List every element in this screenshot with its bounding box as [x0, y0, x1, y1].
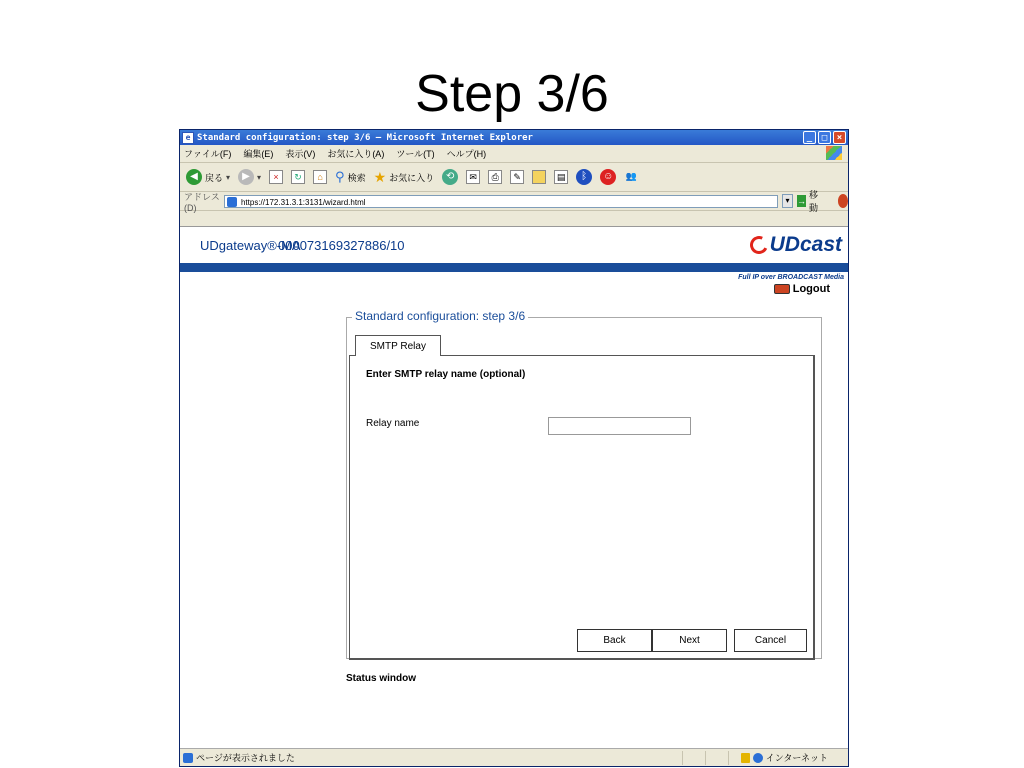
page-header — [180, 227, 848, 263]
logout-button[interactable] — [774, 283, 830, 295]
search-icon: ⚲ — [335, 169, 345, 184]
tagline: Full IP over BROADCAST Media — [738, 274, 844, 281]
page-content — [180, 226, 848, 752]
print-icon[interactable]: ⎙ — [488, 170, 502, 184]
forward-arrow-icon: ▶ — [238, 169, 254, 185]
menu-edit[interactable]: 編集(E) — [243, 149, 274, 159]
history-icon[interactable]: ⟲ — [442, 169, 458, 185]
star-icon: ★ — [373, 168, 387, 185]
back-wizard-button[interactable]: Back — [577, 629, 652, 652]
page-icon — [227, 197, 237, 207]
pdf-icon[interactable] — [838, 194, 848, 208]
lock-icon — [741, 753, 750, 763]
menu-view[interactable]: 表示(V) — [285, 149, 316, 159]
security-zone — [728, 751, 848, 765]
maximize-icon[interactable]: □ — [818, 131, 831, 144]
go-arrow-icon: → — [796, 196, 806, 206]
menu-bar — [180, 145, 848, 163]
zone-text: インターネット — [765, 753, 828, 763]
udcast-ring-icon — [747, 233, 770, 256]
tab-panel — [349, 355, 815, 660]
menu-help[interactable]: ヘルプ(H) — [446, 149, 487, 159]
panel-heading: Enter SMTP relay name (optional) — [366, 369, 526, 380]
relay-name-label: Relay name — [366, 418, 420, 429]
messenger-icon[interactable]: ☺ — [600, 169, 616, 185]
status-cell — [705, 751, 728, 765]
product-name: UDgateway®-MA — [200, 238, 301, 253]
wizard-fieldset — [346, 309, 822, 659]
logo-text: UDcast — [769, 233, 842, 256]
stop-icon[interactable]: × — [269, 170, 283, 184]
users-icon[interactable]: 👥 — [625, 171, 637, 181]
menu-tools[interactable]: ツール(T) — [396, 149, 435, 159]
forward-button[interactable] — [238, 169, 261, 185]
menu-file[interactable]: ファイル(F) — [184, 149, 232, 159]
back-button[interactable] — [186, 169, 230, 185]
back-dropdown-icon[interactable]: ▾ — [226, 172, 231, 182]
status-window-label: Status window — [346, 673, 416, 684]
ie-icon: e — [182, 132, 194, 144]
relay-name-input[interactable] — [548, 417, 691, 435]
menu-favorites[interactable]: お気に入り(A) — [327, 149, 385, 159]
mail-icon[interactable]: ✉ — [466, 170, 480, 184]
header-band — [180, 263, 848, 272]
windows-logo-icon — [826, 146, 842, 160]
address-input[interactable] — [224, 195, 778, 208]
folder-icon[interactable] — [532, 170, 546, 184]
status-text: ページが表示されました — [196, 753, 295, 763]
cancel-button[interactable]: Cancel — [734, 629, 807, 652]
home-icon[interactable]: ⌂ — [313, 170, 327, 184]
status-page-icon — [183, 753, 193, 763]
slide-title: Step 3/6 — [415, 65, 609, 123]
research-icon[interactable]: ▤ — [554, 170, 568, 184]
bluetooth-icon[interactable]: ᛒ — [576, 169, 592, 185]
status-cell — [682, 751, 705, 765]
address-url: https://172.31.3.1:3131/wizard.html — [240, 197, 366, 207]
search-label: 検索 — [347, 172, 366, 183]
product-serial: 000073169327886/10 — [278, 238, 405, 253]
favorites-label: お気に入り — [389, 172, 435, 183]
window-titlebar[interactable] — [180, 130, 848, 145]
logout-label: Logout — [792, 283, 830, 295]
logout-icon — [774, 284, 790, 294]
close-icon[interactable]: × — [833, 131, 846, 144]
address-label: アドレス(D) — [184, 191, 220, 213]
wizard-title: Standard configuration: step 3/6 — [352, 309, 528, 323]
globe-icon — [753, 753, 763, 763]
toolbar — [180, 163, 848, 192]
favorites-button[interactable] — [374, 169, 435, 186]
address-dropdown-icon[interactable]: ▾ — [782, 194, 793, 208]
status-bar — [180, 748, 848, 766]
go-button[interactable] — [797, 188, 822, 214]
forward-dropdown-icon[interactable]: ▾ — [257, 172, 262, 182]
browser-window — [179, 129, 849, 767]
search-button[interactable] — [335, 169, 366, 185]
address-bar — [180, 192, 848, 211]
go-label: 移動 — [808, 190, 818, 213]
minimize-icon[interactable]: _ — [803, 131, 816, 144]
refresh-icon[interactable]: ↻ — [291, 170, 305, 184]
window-title: Standard configuration: step 3/6 – Microsoft Internet Explorer — [197, 132, 533, 143]
back-label: 戻る — [205, 172, 224, 183]
edit-icon[interactable]: ✎ — [510, 170, 524, 184]
back-arrow-icon: ◀ — [186, 169, 202, 185]
tab-smtp-relay[interactable]: SMTP Relay — [355, 335, 441, 356]
next-button[interactable]: Next — [652, 629, 727, 652]
udcast-logo — [750, 233, 842, 257]
